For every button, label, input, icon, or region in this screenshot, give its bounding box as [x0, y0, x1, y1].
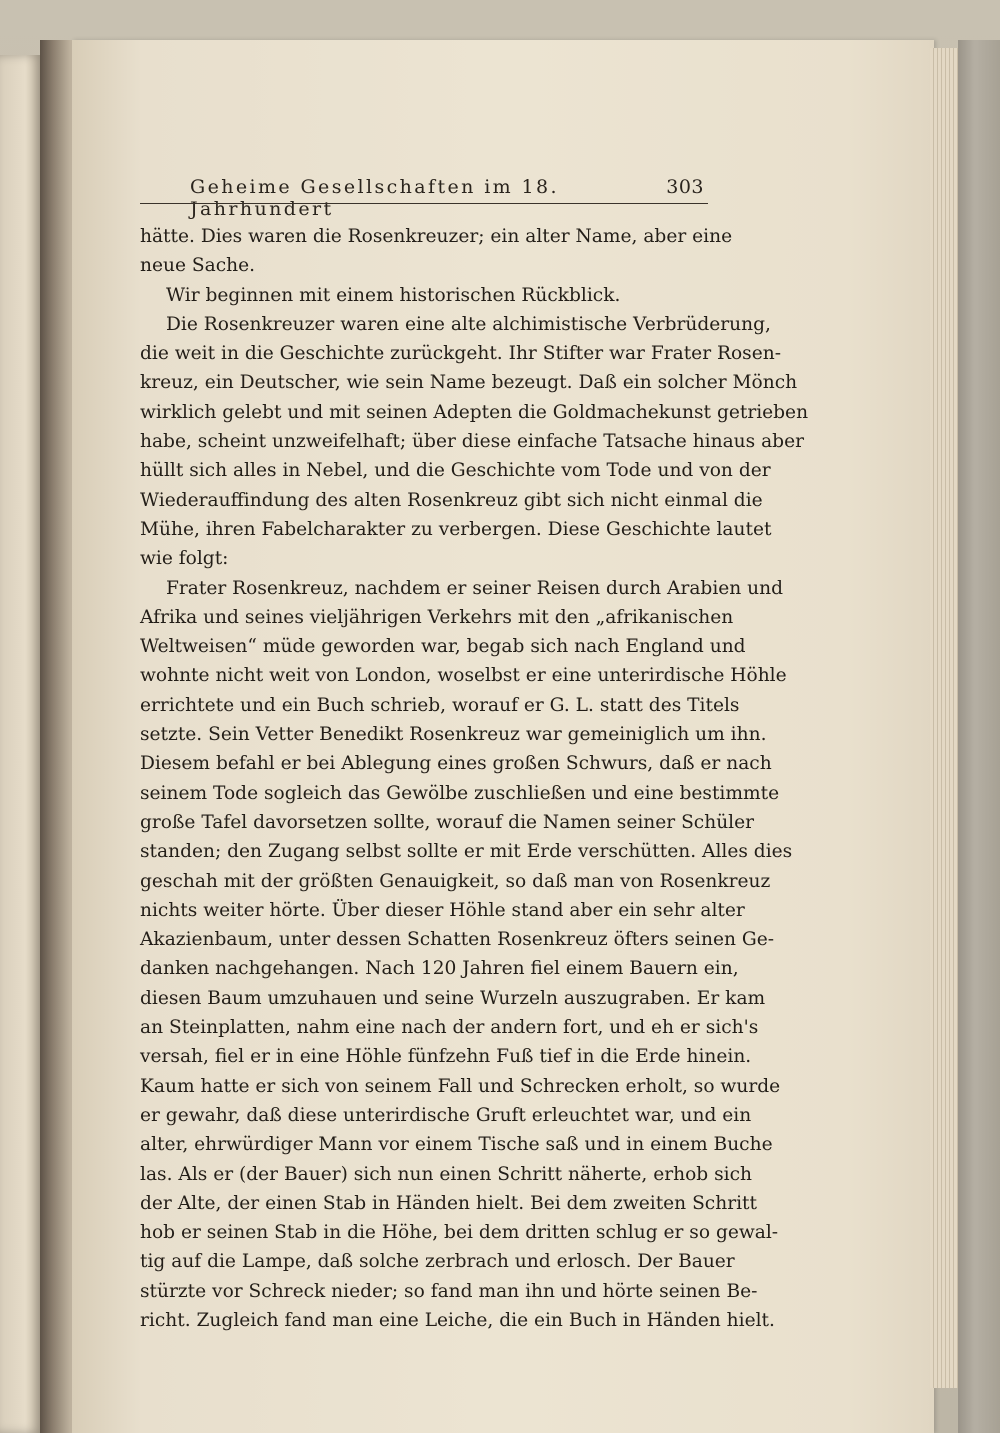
- text-line: hob er seinen Stab in die Höhe, bei dem dritten schlug er so gewal-: [140, 1222, 779, 1244]
- text-line: Akazienbaum, unter dessen Schatten Rosenkreuz öfters seinen Ge-: [140, 929, 775, 951]
- text-line: neue Sache.: [140, 255, 255, 277]
- text-line: Die Rosenkreuzer waren eine alte alchimistische Verbrüderung,: [166, 313, 771, 335]
- body-text: [140, 222, 809, 1335]
- text-line: an Steinplatten, nahm eine nach der andern fort, und eh er sich's: [140, 1017, 759, 1039]
- text-line: diesen Baum umzuhauen und seine Wurzeln auszugraben. Er kam: [140, 987, 766, 1009]
- text-line: geschah mit der größten Genauigkeit, so daß man von Rosenkreuz: [140, 870, 771, 892]
- text-line: stürzte vor Schreck nieder; so fand man ihn und hörte seinen Be-: [140, 1280, 758, 1302]
- text-line: Wir beginnen mit einem historischen Rückblick.: [166, 284, 621, 306]
- text-line: hüllt sich alles in Nebel, und die Geschichte vom Tode und von der: [140, 460, 771, 482]
- text-line: setzte. Sein Vetter Benedikt Rosenkreuz war gemeiniglich um ihn.: [140, 724, 767, 746]
- text-line: Kaum hatte er sich von seinem Fall und Schrecken erholt, so wurde: [140, 1075, 781, 1097]
- text-line: große Tafel davorsetzen sollte, worauf die Namen seiner Schüler: [140, 811, 755, 833]
- running-header: [140, 174, 708, 220]
- text-line: Afrika und seines vieljährigen Verkehrs mit den „afrikanischen: [140, 606, 734, 628]
- text-line: die weit in die Geschichte zurückgeht. Ihr Stifter war Frater Rosen-: [140, 343, 781, 365]
- text-line: alter, ehrwürdiger Mann vor einem Tische saß und in einem Buche: [140, 1134, 773, 1156]
- running-title: Geheime Gesellschaften im 18. Jahrhundert: [190, 176, 559, 220]
- book-cover-edge: [958, 40, 1000, 1433]
- text-line: Diesem befahl er bei Ablegung eines großen Schwurs, daß er nach: [140, 753, 772, 775]
- text-line: nichts weiter hörte. Über dieser Höhle stand aber ein sehr alter: [140, 899, 745, 921]
- text-line: Mühe, ihren Fabelcharakter zu verbergen. Diese Geschichte lautet: [140, 518, 772, 540]
- text-line: er gewahr, daß diese unterirdische Gruft erleuchtet war, und ein: [140, 1104, 752, 1126]
- text-line: der Alte, der einen Stab in Händen hielt. Bei dem zweiten Schritt: [140, 1192, 757, 1214]
- text-line: versah, fiel er in eine Höhle fünfzehn Fuß tief in die Erde hinein.: [140, 1046, 752, 1068]
- left-page-edge: [0, 55, 42, 1433]
- text-line: wohnte nicht weit von London, woselbst er eine unterirdische Höhle: [140, 665, 787, 687]
- text-line: las. Als er (der Bauer) sich nun einen Schritt näherte, erhob sich: [140, 1163, 752, 1185]
- text-line: Weltweisen“ müde geworden war, begab sich nach England und: [140, 636, 746, 658]
- text-line: Frater Rosenkreuz, nachdem er seiner Reisen durch Arabien und: [166, 577, 784, 599]
- text-line: wirklich gelebt und mit seinen Adepten die Goldmachekunst getrieben: [140, 401, 809, 423]
- text-line: errichtete und ein Buch schrieb, worauf er G. L. statt des Titels: [140, 694, 740, 716]
- text-line: wie folgt:: [140, 548, 229, 570]
- header-rule: [140, 203, 708, 204]
- page-number: 303: [666, 176, 704, 198]
- text-line: danken nachgehangen. Nach 120 Jahren fiel einem Bauern ein,: [140, 958, 739, 980]
- text-line: Wiederauffindung des alten Rosenkreuz gibt sich nicht einmal die: [140, 489, 763, 511]
- text-line: seinem Tode sogleich das Gewölbe zuschließen und eine bestimmte: [140, 782, 780, 804]
- text-line: standen; den Zugang selbst sollte er mit Erde verschütten. Alles dies: [140, 841, 793, 863]
- text-line: habe, scheint unzweifelhaft; über diese einfache Tatsache hinaus aber: [140, 431, 804, 453]
- book-gutter: [40, 40, 76, 1433]
- text-line: hätte. Dies waren die Rosenkreuzer; ein alter Name, aber eine: [140, 226, 733, 247]
- text-line: kreuz, ein Deutscher, wie sein Name bezeugt. Daß ein solcher Mönch: [140, 372, 798, 394]
- text-line: tig auf die Lampe, daß solche zerbrach und erlosch. Der Bauer: [140, 1251, 735, 1273]
- page-edges: [930, 48, 960, 1388]
- text-line: richt. Zugleich fand man eine Leiche, die ein Buch in Händen hielt.: [140, 1309, 775, 1331]
